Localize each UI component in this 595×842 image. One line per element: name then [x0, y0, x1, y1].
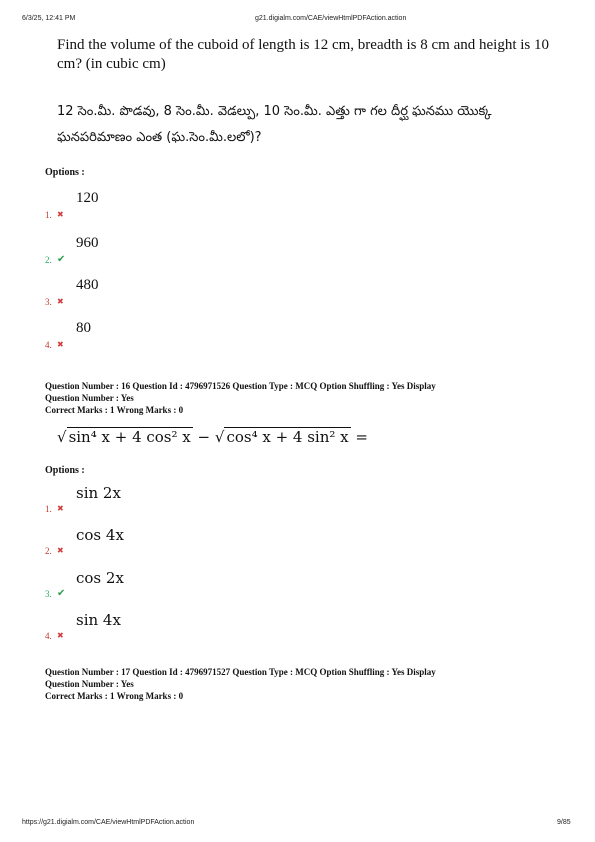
option-2	[45, 526, 345, 556]
option-text: cos 4x	[76, 526, 124, 544]
option-number: 4.	[45, 340, 52, 350]
option-text: sin 4x	[76, 611, 121, 629]
radicand-1: sin⁴ x + 4 cos² x	[68, 428, 191, 446]
option-number: 3.	[45, 589, 52, 599]
question-meta-line: Question Number : Yes	[45, 679, 134, 689]
question-meta-line: Question Number : 16 Question Id : 4796971526 Question Type : MCQ Option Shuffling : Yes Display	[45, 381, 436, 391]
minus-sign: −	[197, 428, 211, 446]
option-number: 2.	[45, 546, 52, 556]
option-number: 1.	[45, 504, 52, 514]
check-icon: ✔	[57, 588, 66, 599]
sqrt-icon: √	[57, 428, 67, 446]
option-text: 480	[76, 277, 99, 293]
sqrt-icon: √	[214, 428, 225, 446]
option-text: sin 2x	[76, 484, 121, 502]
question-formula	[57, 428, 368, 446]
option-1	[45, 484, 345, 514]
options-label: Options :	[45, 167, 85, 178]
option-number: 2.	[45, 255, 52, 265]
check-icon: ✔	[57, 254, 66, 265]
question-meta-line: Correct Marks : 1 Wrong Marks : 0	[45, 691, 184, 701]
options-label: Options :	[45, 465, 85, 476]
question-meta-line: Question Number : 17 Question Id : 4796971527 Question Type : MCQ Option Shuffling : Yes Display	[45, 667, 436, 677]
question-meta-line: Question Number : Yes	[45, 393, 134, 403]
option-3	[45, 569, 345, 599]
option-text: 120	[76, 190, 99, 206]
question-meta	[45, 666, 565, 702]
page-number: 9/85	[557, 819, 571, 826]
option-1	[45, 190, 345, 220]
option-4	[45, 611, 345, 641]
print-date: 6/3/25, 12:41 PM	[22, 15, 76, 22]
option-3	[45, 277, 345, 307]
cross-icon: ✖	[57, 297, 64, 306]
cross-icon: ✖	[57, 504, 64, 513]
question-meta-line: Correct Marks : 1 Wrong Marks : 0	[45, 405, 184, 415]
print-url: g21.digialm.com/CAE/viewHtmlPDFAction.action	[255, 15, 407, 22]
question-meta	[45, 380, 565, 416]
radicand-2: cos⁴ x + 4 sin² x	[226, 428, 349, 446]
cross-icon: ✖	[57, 340, 64, 349]
footer-url: https://g21.digialm.com/CAE/viewHtmlPDFAction.action	[22, 819, 195, 826]
cross-icon: ✖	[57, 631, 64, 640]
option-number: 3.	[45, 297, 52, 307]
question-text-telugu: 12 సెం.మీ. పొడవు, 8 సెం.మీ. వెడల్పు, 10 సెం.మీ. ఎత్తు గా గల దీర్ఘ ఘనము యొక్క ఘనపరిమాణం ఎంత (ఘ.సెం.మీ.లలో)?	[57, 104, 492, 145]
option-2	[45, 235, 345, 265]
option-text: 960	[76, 235, 99, 251]
cross-icon: ✖	[57, 546, 64, 555]
option-text: 80	[76, 320, 91, 336]
equals-sign: =	[355, 428, 368, 446]
option-number: 1.	[45, 210, 52, 220]
question-text-english: Find the volume of the cuboid of length is 12 cm, breadth is 8 cm and height is 10 cm? (in cubic cm)	[57, 37, 550, 72]
option-text: cos 2x	[76, 569, 124, 587]
cross-icon: ✖	[57, 210, 64, 219]
option-4	[45, 320, 345, 350]
option-number: 4.	[45, 631, 52, 641]
